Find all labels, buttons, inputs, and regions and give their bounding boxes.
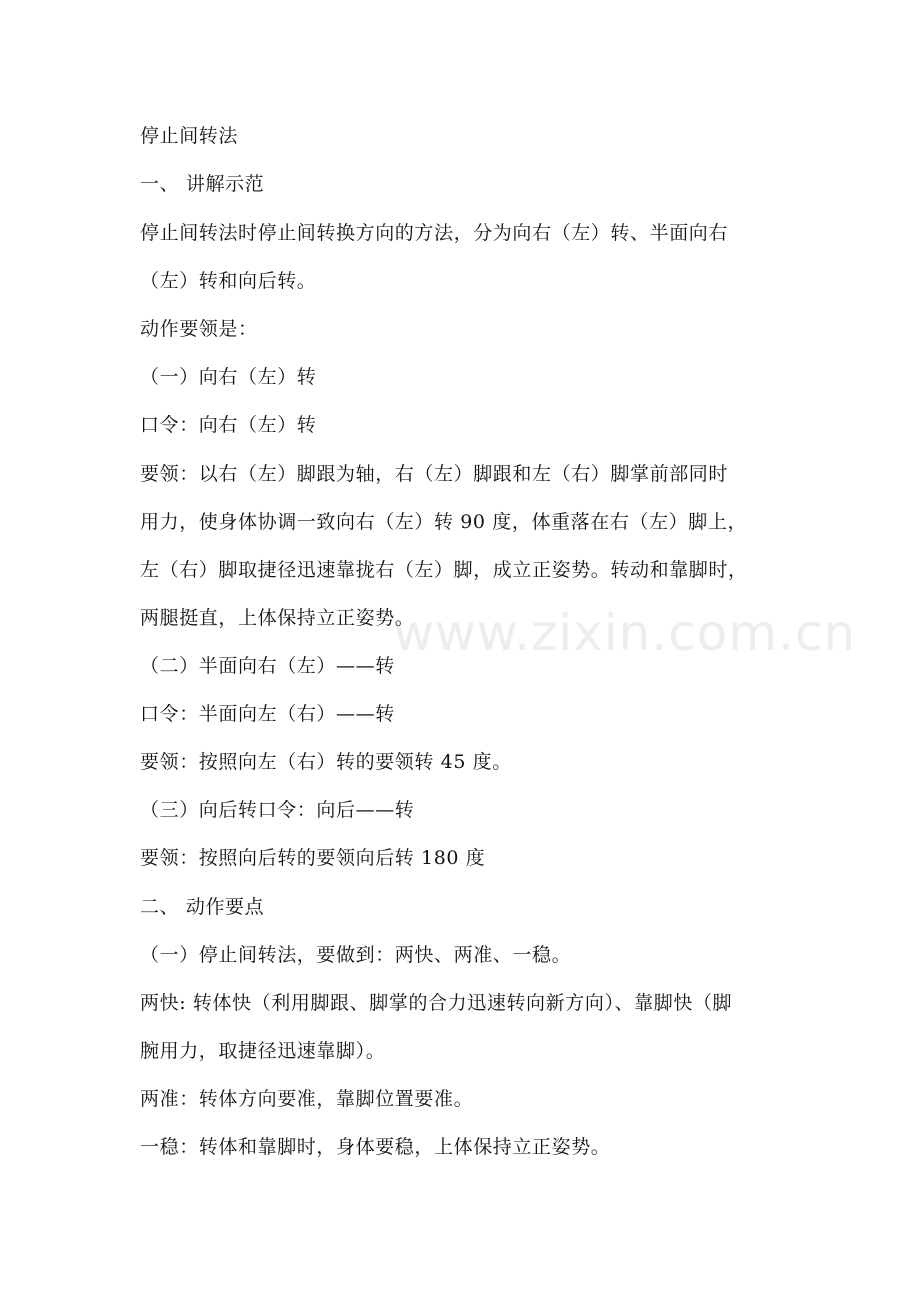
key-points-paragraph-line: 要领：以右（左）脚跟为轴，右（左）脚跟和左（右）脚掌前部同时 [140, 463, 729, 485]
one-stable-text: 一稳：转体和靠脚时，身体要稳，上体保持立正姿势。 [140, 1136, 611, 1158]
two-accurate-text: 两准：转体方向要准，靠脚位置要准。 [140, 1088, 474, 1110]
two-fast-paragraph-line: 两快: 转体快（利用脚跟、脚掌的合力迅速转向新方向）、靠脚快（脚 [140, 992, 733, 1014]
intro-paragraph-line: 停止间转法时停止间转换方向的方法，分为向右（左）转、半面向右 [140, 222, 729, 244]
document-title: 停止间转法 [140, 125, 239, 147]
key-points-text: 要领：按照向后转的要领向后转 180 度 [140, 847, 486, 869]
intro-paragraph-line: （左）转和向后转。 [140, 270, 317, 292]
essentials-label: 动作要领是： [140, 318, 258, 340]
command-text: 口令：向右（左）转 [140, 414, 317, 436]
two-fast-paragraph-line: 腕用力，取捷径迅速靠脚）。 [140, 1040, 386, 1062]
subheading-half-turn: （二）半面向右（左）——转 [140, 655, 395, 677]
key-points-paragraph-line: 两腿挺直，上体保持立正姿势。 [140, 607, 415, 629]
point-summary: （一）停止间转法，要做到：两快、两准、一稳。 [140, 944, 572, 966]
key-points-text: 要领：按照向左（右）转的要领转 45 度。 [140, 751, 512, 773]
section-heading-demonstration: 一、 讲解示范 [140, 173, 265, 195]
subheading-about-turn: （三）向后转口令：向后——转 [140, 799, 415, 821]
section-heading-key-points: 二、 动作要点 [140, 896, 265, 918]
key-points-paragraph-line: 左（右）脚取捷径迅速靠拢右（左）脚，成立正姿势。转动和靠脚时， [140, 559, 748, 581]
key-points-paragraph-line: 用力，使身体协调一致向右（左）转 90 度，体重落在右（左）脚上， [140, 511, 748, 533]
watermark: www.zixin.com.cn [393, 604, 857, 662]
subheading-right-left-turn: （一）向右（左）转 [140, 366, 317, 388]
command-text: 口令：半面向左（右）——转 [140, 703, 395, 725]
